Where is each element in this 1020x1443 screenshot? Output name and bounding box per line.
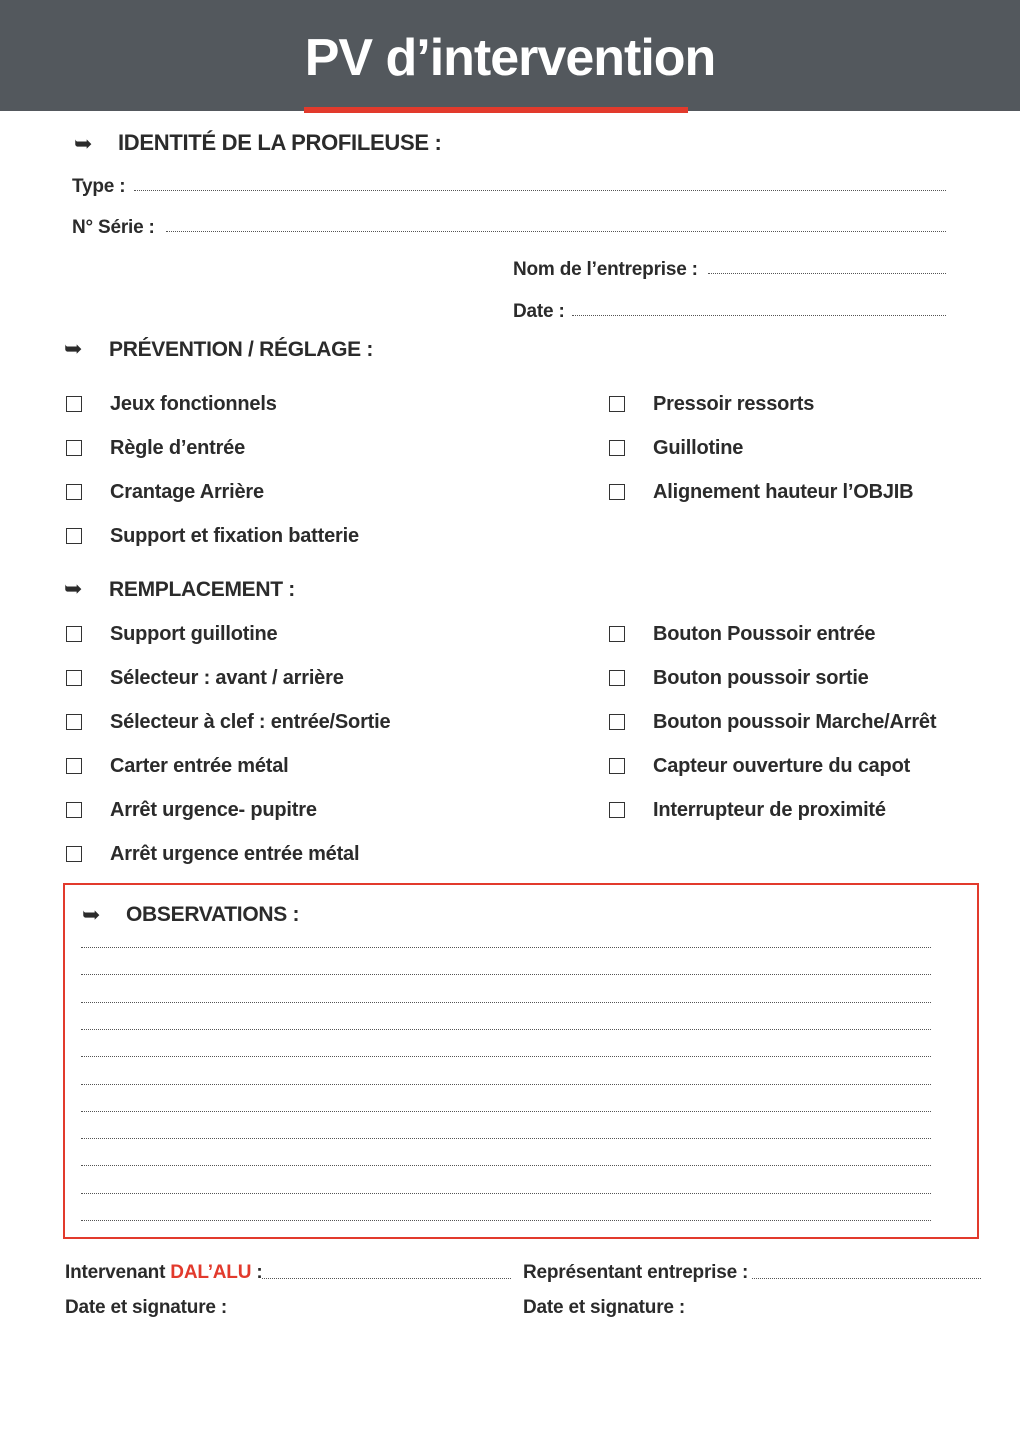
intervenant-label — [65, 1262, 262, 1284]
serial-field[interactable] — [166, 231, 946, 232]
intervenant-suffix: : — [251, 1262, 263, 1283]
observation-line[interactable] — [81, 1084, 931, 1085]
intervenant-prefix: Intervenant — [65, 1262, 171, 1283]
date-label: Date : — [513, 301, 565, 322]
checkbox-icon[interactable] — [609, 802, 625, 818]
checkbox-icon[interactable] — [66, 396, 82, 412]
checkbox-label: Bouton poussoir sortie — [653, 667, 869, 689]
header-banner — [0, 0, 1020, 111]
checkbox-icon[interactable] — [609, 758, 625, 774]
checkbox-label: Sélecteur : avant / arrière — [110, 667, 344, 689]
checkbox-icon[interactable] — [66, 846, 82, 862]
observation-line[interactable] — [81, 1029, 931, 1030]
checkbox-icon[interactable] — [66, 670, 82, 686]
checkbox-label: Pressoir ressorts — [653, 393, 815, 415]
checkbox-label: Interrupteur de proximité — [653, 799, 886, 821]
checkbox-icon[interactable] — [609, 626, 625, 642]
representant-field[interactable] — [752, 1278, 981, 1279]
observation-line[interactable] — [81, 1220, 931, 1221]
arrow-right-icon: ➥ — [64, 576, 83, 601]
checkbox-icon[interactable] — [66, 714, 82, 730]
date-field[interactable] — [572, 315, 946, 316]
checkbox-label: Bouton Poussoir entrée — [653, 623, 876, 645]
company-label: Nom de l’entreprise : — [513, 259, 698, 280]
title-underline — [304, 107, 688, 113]
checkbox-label: Alignement hauteur l’OBJIB — [653, 481, 914, 503]
observation-line[interactable] — [81, 1165, 931, 1166]
type-label: Type : — [72, 176, 126, 197]
observations-title: OBSERVATIONS : — [126, 903, 300, 926]
intervenant-date-label: Date et signature : — [65, 1297, 227, 1318]
brand-name: DAL’ALU — [170, 1262, 252, 1283]
observations-box — [63, 883, 979, 1239]
observation-line[interactable] — [81, 1138, 931, 1139]
checkbox-icon[interactable] — [609, 484, 625, 500]
checkbox-icon[interactable] — [66, 626, 82, 642]
checkbox-label: Carter entrée métal — [110, 755, 289, 777]
prevention-section-title: PRÉVENTION / RÉGLAGE : — [109, 338, 374, 361]
type-field[interactable] — [134, 190, 946, 191]
replacement-section-title: REMPLACEMENT : — [109, 578, 295, 601]
observation-line[interactable] — [81, 1002, 931, 1003]
checkbox-label: Crantage Arrière — [110, 481, 264, 503]
checkbox-icon[interactable] — [66, 802, 82, 818]
checkbox-icon[interactable] — [609, 670, 625, 686]
checkbox-icon[interactable] — [609, 396, 625, 412]
checkbox-icon[interactable] — [609, 440, 625, 456]
checkbox-label: Arrêt urgence- pupitre — [110, 799, 317, 821]
observation-line[interactable] — [81, 1193, 931, 1194]
observation-line[interactable] — [81, 974, 931, 975]
page-title: PV d’intervention — [304, 29, 716, 87]
checkbox-label: Guillotine — [653, 437, 744, 459]
checkbox-label: Support et fixation batterie — [110, 525, 359, 547]
checkbox-label: Bouton poussoir Marche/Arrêt — [653, 711, 937, 733]
company-field[interactable] — [708, 273, 946, 274]
arrow-right-icon: ➥ — [82, 902, 101, 927]
checkbox-label: Règle d’entrée — [110, 437, 246, 459]
observation-line[interactable] — [81, 947, 931, 948]
intervenant-field[interactable] — [262, 1278, 511, 1279]
checkbox-label: Arrêt urgence entrée métal — [110, 843, 360, 865]
checkbox-label: Capteur ouverture du capot — [653, 755, 911, 777]
serial-label: N° Série : — [72, 217, 155, 238]
observation-line[interactable] — [81, 1111, 931, 1112]
checkbox-icon[interactable] — [66, 528, 82, 544]
checkbox-label: Support guillotine — [110, 623, 278, 645]
observation-line[interactable] — [81, 1056, 931, 1057]
representant-label: Représentant entreprise : — [523, 1262, 749, 1283]
checkbox-icon[interactable] — [66, 758, 82, 774]
arrow-right-icon: ➥ — [64, 336, 83, 361]
checkbox-icon[interactable] — [66, 440, 82, 456]
checkbox-icon[interactable] — [609, 714, 625, 730]
checkbox-label: Jeux fonctionnels — [110, 393, 277, 415]
checkbox-label: Sélecteur à clef : entrée/Sortie — [110, 711, 391, 733]
identity-section-title: IDENTITÉ DE LA PROFILEUSE : — [118, 130, 442, 155]
arrow-right-icon: ➥ — [74, 131, 93, 156]
checkbox-icon[interactable] — [66, 484, 82, 500]
representant-date-label: Date et signature : — [523, 1297, 685, 1318]
